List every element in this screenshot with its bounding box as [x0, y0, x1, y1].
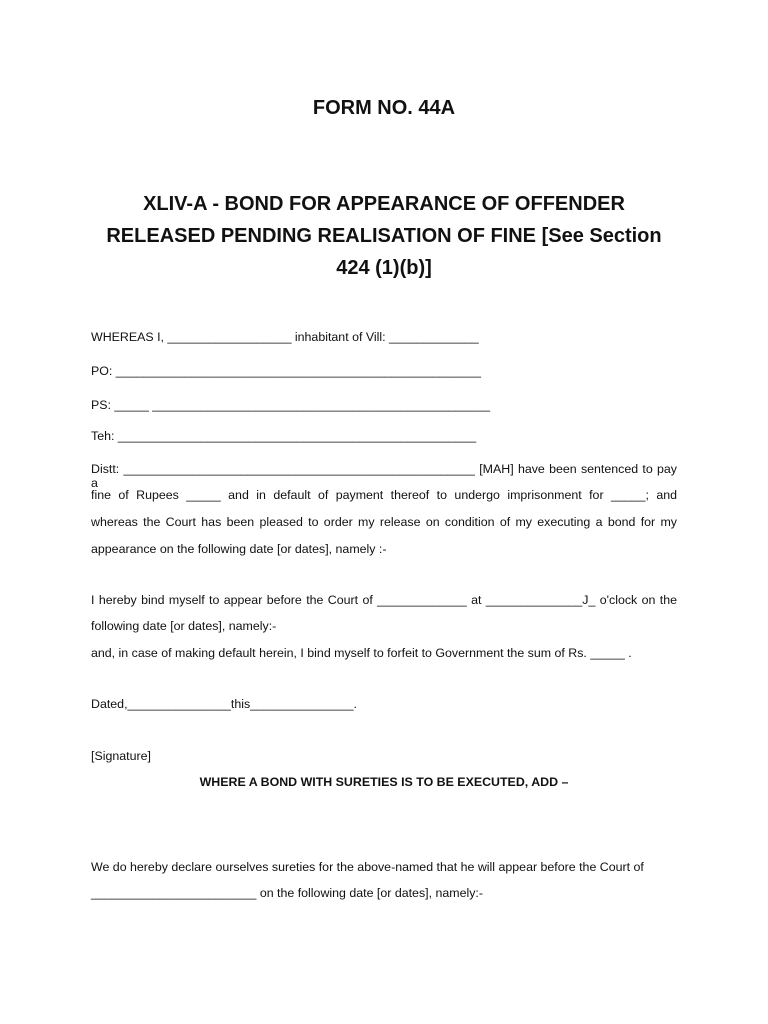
- fine-line: fine of Rupees _____ and in default of payment thereof to undergo imprisonment for _____; and: [91, 488, 677, 502]
- declare-line-1: We do hereby declare ourselves sureties for the above-named that he will appear before the Court of: [91, 860, 644, 874]
- sureties-heading: WHERE A BOND WITH SURETIES IS TO BE EXECUTED, ADD –: [199, 775, 569, 789]
- whereas-line: WHEREAS I, __________________ inhabitant of Vill: _____________: [91, 330, 479, 344]
- title-line-3: 424 (1)(b)]: [336, 257, 432, 279]
- ps-line: PS: _____ _________________________________________________: [91, 398, 490, 412]
- appearance-line: appearance on the following date [or dates], namely :-: [91, 542, 387, 556]
- default-line: and, in case of making default herein, I bind myself to forfeit to Government the sum of Rs. _____ .: [91, 646, 632, 660]
- signature-label: [Signature]: [91, 749, 151, 763]
- court-release-line: whereas the Court has been pleased to order my release on condition of my executing a bond for my: [91, 515, 677, 529]
- po-line: PO: _____________________________________________________: [91, 364, 482, 378]
- distt-line: Distt: ___________________________________________________ [MAH] have been sentenced to pay a: [91, 462, 677, 490]
- bind-line-1: I hereby bind myself to appear before the Court of _____________ at ______________J_ o'clock on the: [91, 593, 677, 607]
- form-number-heading: FORM NO. 44A: [312, 97, 456, 119]
- bind-line-2: following date [or dates], namely:-: [91, 619, 277, 633]
- dated-line: Dated,_______________this_______________.: [91, 697, 357, 711]
- teh-line: Teh: ____________________________________________________: [91, 429, 477, 443]
- declare-line-2: ________________________ on the following date [or dates], namely:-: [91, 886, 483, 900]
- title-line-1: XLIV-A - BOND FOR APPEARANCE OF OFFENDER: [143, 193, 625, 215]
- title-line-2: RELEASED PENDING REALISATION OF FINE [See Section: [106, 225, 662, 247]
